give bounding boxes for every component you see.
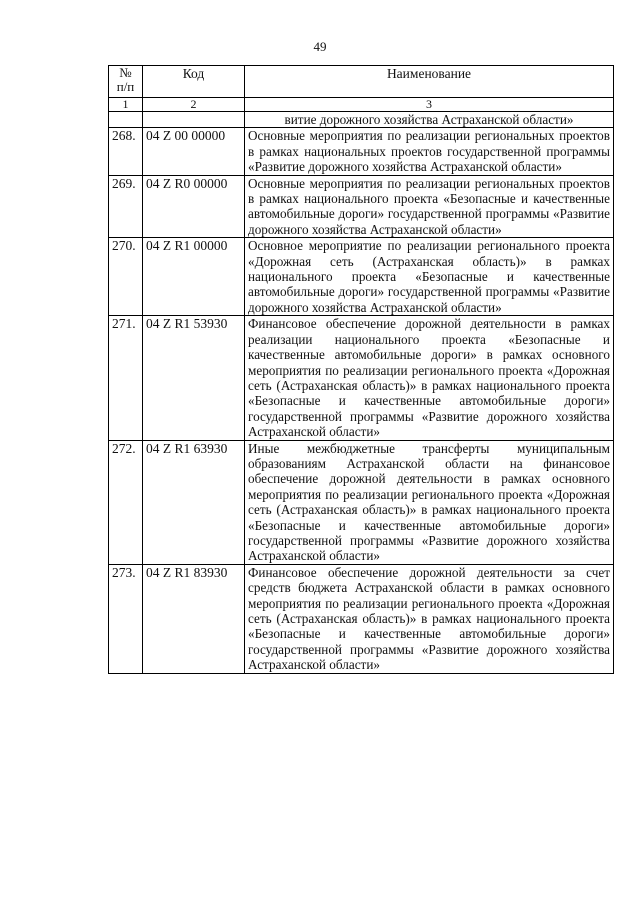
row-name: Иные межбюджетные трансферты муниципальным образованиям Астраханской области на финансовое обеспечение дорожной деятельности в рамках основного мероприятия по реализации регионального проекта «Дорожная сеть (Астраханская область)» в рамках национального проекта «Безопасные и качественные автомобильные дороги» государственной программы «Развитие дорожного хозяйства Астраханской области»	[245, 440, 614, 564]
row-name: Финансовое обеспечение дорожной деятельности в рамках реализации национального проекта «Безопасные и качественные автомобильные дороги» в рамках основного мероприятия по реализации регионального проекта «Дорожная сеть (Астраханская область)» в рамках национального проекта «Безопасные и качественные автомобильные дороги» государственной программы «Развитие дорожного хозяйства Астраханской области»	[245, 316, 614, 440]
row-number: 269.	[109, 175, 143, 238]
row-code: 04 Z 00 00000	[143, 128, 245, 175]
row-name: Основные мероприятия по реализации региональных проектов в рамках национальных проектов государственной программы «Развитие дорожного хозяйства Астраханской области»	[245, 128, 614, 175]
row-number: 268.	[109, 128, 143, 175]
table-row	[109, 128, 614, 175]
budget-classification-table	[108, 65, 614, 674]
table-row	[109, 564, 614, 673]
table-row	[109, 175, 614, 238]
row-code: 04 Z R0 00000	[143, 175, 245, 238]
table-row	[109, 316, 614, 440]
row-name: Основное мероприятие по реализации регионального проекта «Дорожная сеть (Астраханская область)» в рамках национального проекта «Безопасные и качественные автомобильные дороги» государственной программы «Развитие дорожного хозяйства Астраханской области»	[245, 238, 614, 316]
continuation-num-cell	[109, 112, 143, 128]
table-header-row	[109, 66, 614, 98]
page-number: 49	[313, 39, 327, 54]
column-index-2: 2	[143, 98, 245, 112]
row-number: 272.	[109, 440, 143, 564]
continuation-code-cell	[143, 112, 245, 128]
continuation-row	[109, 112, 614, 128]
row-number: 270.	[109, 238, 143, 316]
row-code: 04 Z R1 83930	[143, 564, 245, 673]
header-code: Код	[143, 66, 245, 98]
header-name: Наименование	[245, 66, 614, 98]
row-code: 04 Z R1 63930	[143, 440, 245, 564]
row-code: 04 Z R1 53930	[143, 316, 245, 440]
column-index-row	[109, 98, 614, 112]
header-number-line1: №	[119, 65, 132, 80]
header-number-line2: п/п	[116, 79, 135, 94]
row-name: Финансовое обеспечение дорожной деятельности за счет средств бюджета Астраханской области в рамках основного мероприятия по реализации регионального проекта «Дорожная сеть (Астраханская область)» в рамках национального проекта «Безопасные и качественные автомобильные дороги» государственной программы «Развитие дорожного хозяйства Астраханской области»	[245, 564, 614, 673]
table-row	[109, 440, 614, 564]
row-name: Основные мероприятия по реализации региональных проектов в рамках национального проекта «Безопасные и качественные автомобильные дороги» государственной программы «Развитие дорожного хозяйства Астраханской области»	[245, 175, 614, 238]
header-number	[109, 66, 143, 98]
table-row	[109, 238, 614, 316]
row-number: 271.	[109, 316, 143, 440]
column-index-3: 3	[245, 98, 614, 112]
row-code: 04 Z R1 00000	[143, 238, 245, 316]
column-index-1: 1	[109, 98, 143, 112]
row-number: 273.	[109, 564, 143, 673]
continuation-text: витие дорожного хозяйства Астраханской области»	[245, 112, 614, 128]
